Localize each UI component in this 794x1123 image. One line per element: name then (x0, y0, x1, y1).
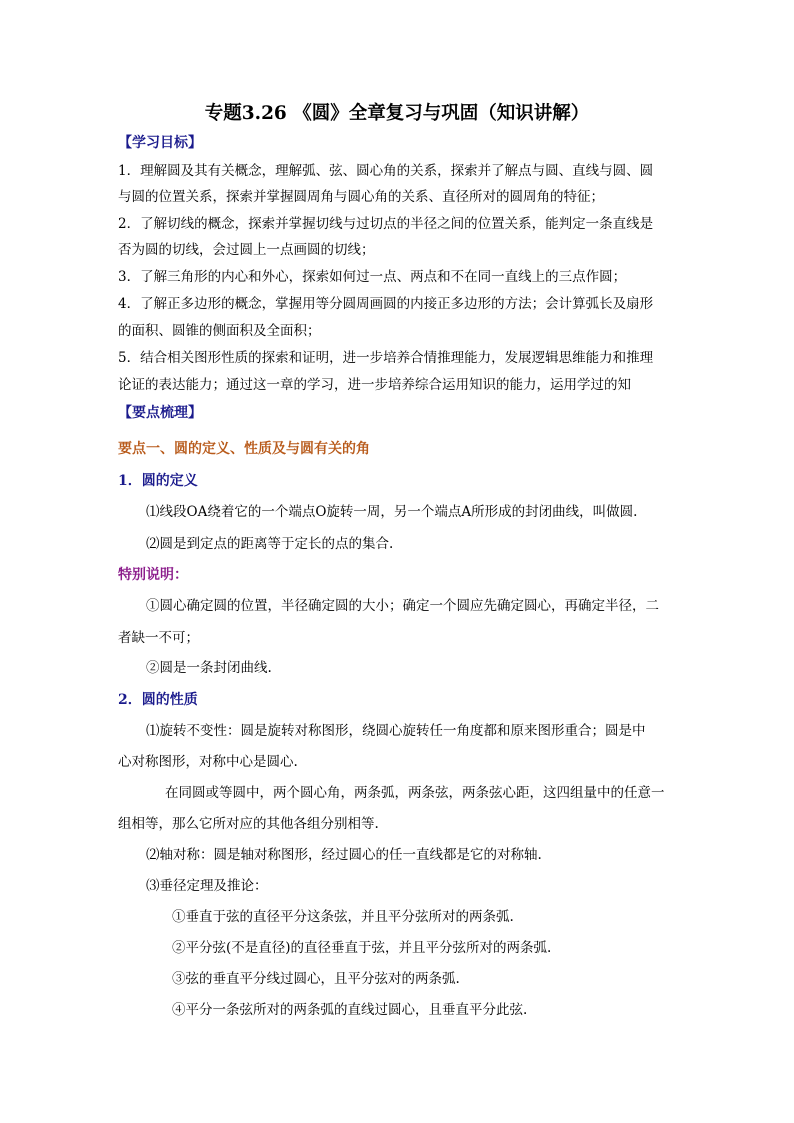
property-line: 组相等，那么它所对应的其他各组分别相等. (118, 816, 379, 832)
goal-line: 否为圆的切线，会过圆上一点画圆的切线； (118, 242, 375, 258)
definition-line: ⑵圆是到定点的距离等于定长的点的集合. (146, 536, 394, 552)
special-note-heading: 特别说明： (118, 567, 188, 583)
definition-line: ⑴线段OA绕着它的一个端点O旋转一周，另一个端点A所形成的封闭曲线，叫做圆. (146, 504, 638, 520)
property-line: ⑴旋转不变性：圆是旋转对称图形，绕圆心旋转任一角度都和原来图形重合；圆是中 (146, 723, 646, 739)
theorem-line: ②平分弦(不是直径)的直径垂直于弦，并且平分弦所对的两条弧. (172, 940, 552, 956)
property-line: 心对称图形，对称中心是圆心. (118, 754, 298, 770)
goal-line: 1．理解圆及其有关概念，理解弧、弦、圆心角的关系，探索并了解点与圆、直线与圆、圆 (118, 163, 654, 179)
goal-line: 与圆的位置关系，探索并掌握圆周角与圆心角的关系、直径所对的圆周角的特征； (118, 189, 604, 205)
property-line: ⑵轴对称：圆是轴对称图形，经过圆心的任一直线都是它的对称轴. (146, 847, 542, 863)
page-title: 专题3.26 《圆》全章复习与巩固（知识讲解） (204, 103, 590, 124)
goal-line: 论证的表达能力；通过这一章的学习，进一步培养综合运用知识的能力，运用学过的知 (118, 377, 631, 393)
section2-heading: 2．圆的性质 (118, 692, 198, 708)
property-line: 在同圆或等圆中，两个圆心角，两条弧，两条弦，两条弦心距，这四组量中的任意一 (165, 785, 665, 801)
goal-line: 的面积、圆锥的侧面积及全面积； (118, 323, 321, 339)
goal-line: 2．了解切线的概念，探索并掌握切线与过切点的半径之间的位置关系，能判定一条直线是 (118, 216, 654, 232)
theorem-line: ③弦的垂直平分线过圆心，且平分弦对的两条弧. (172, 971, 460, 987)
section1-heading: 1．圆的定义 (118, 473, 198, 489)
goal-line: 5．结合相关图形性质的探索和证明，进一步培养合情推理能力，发展逻辑思维能力和推理 (118, 350, 654, 366)
learning-goals-heading: 【学习目标】 (118, 135, 202, 151)
special-note-line: 者缺一不可； (118, 630, 199, 646)
theorem-line: ①垂直于弦的直径平分这条弦，并且平分弦所对的两条弧. (172, 909, 514, 925)
goal-line: 3．了解三角形的内心和外心，探索如何过一点、两点和不在同一直线上的三点作圆； (118, 269, 627, 285)
point1-heading: 要点一、圆的定义、性质及与圆有关的角 (118, 441, 370, 457)
key-points-heading: 【要点梳理】 (118, 405, 202, 421)
theorem-line: ④平分一条弦所对的两条弧的直线过圆心，且垂直平分此弦. (172, 1002, 528, 1018)
goal-line: 4．了解正多边形的概念，掌握用等分圆周画圆的内接正多边形的方法；会计算弧长及扇形 (118, 296, 654, 312)
property-line: ⑶垂径定理及推论： (146, 878, 268, 894)
special-note-line: ①圆心确定圆的位置，半径确定圆的大小；确定一个圆应先确定圆心，再确定半径，二 (146, 598, 659, 614)
special-note-line: ②圆是一条封闭曲线. (146, 660, 272, 676)
